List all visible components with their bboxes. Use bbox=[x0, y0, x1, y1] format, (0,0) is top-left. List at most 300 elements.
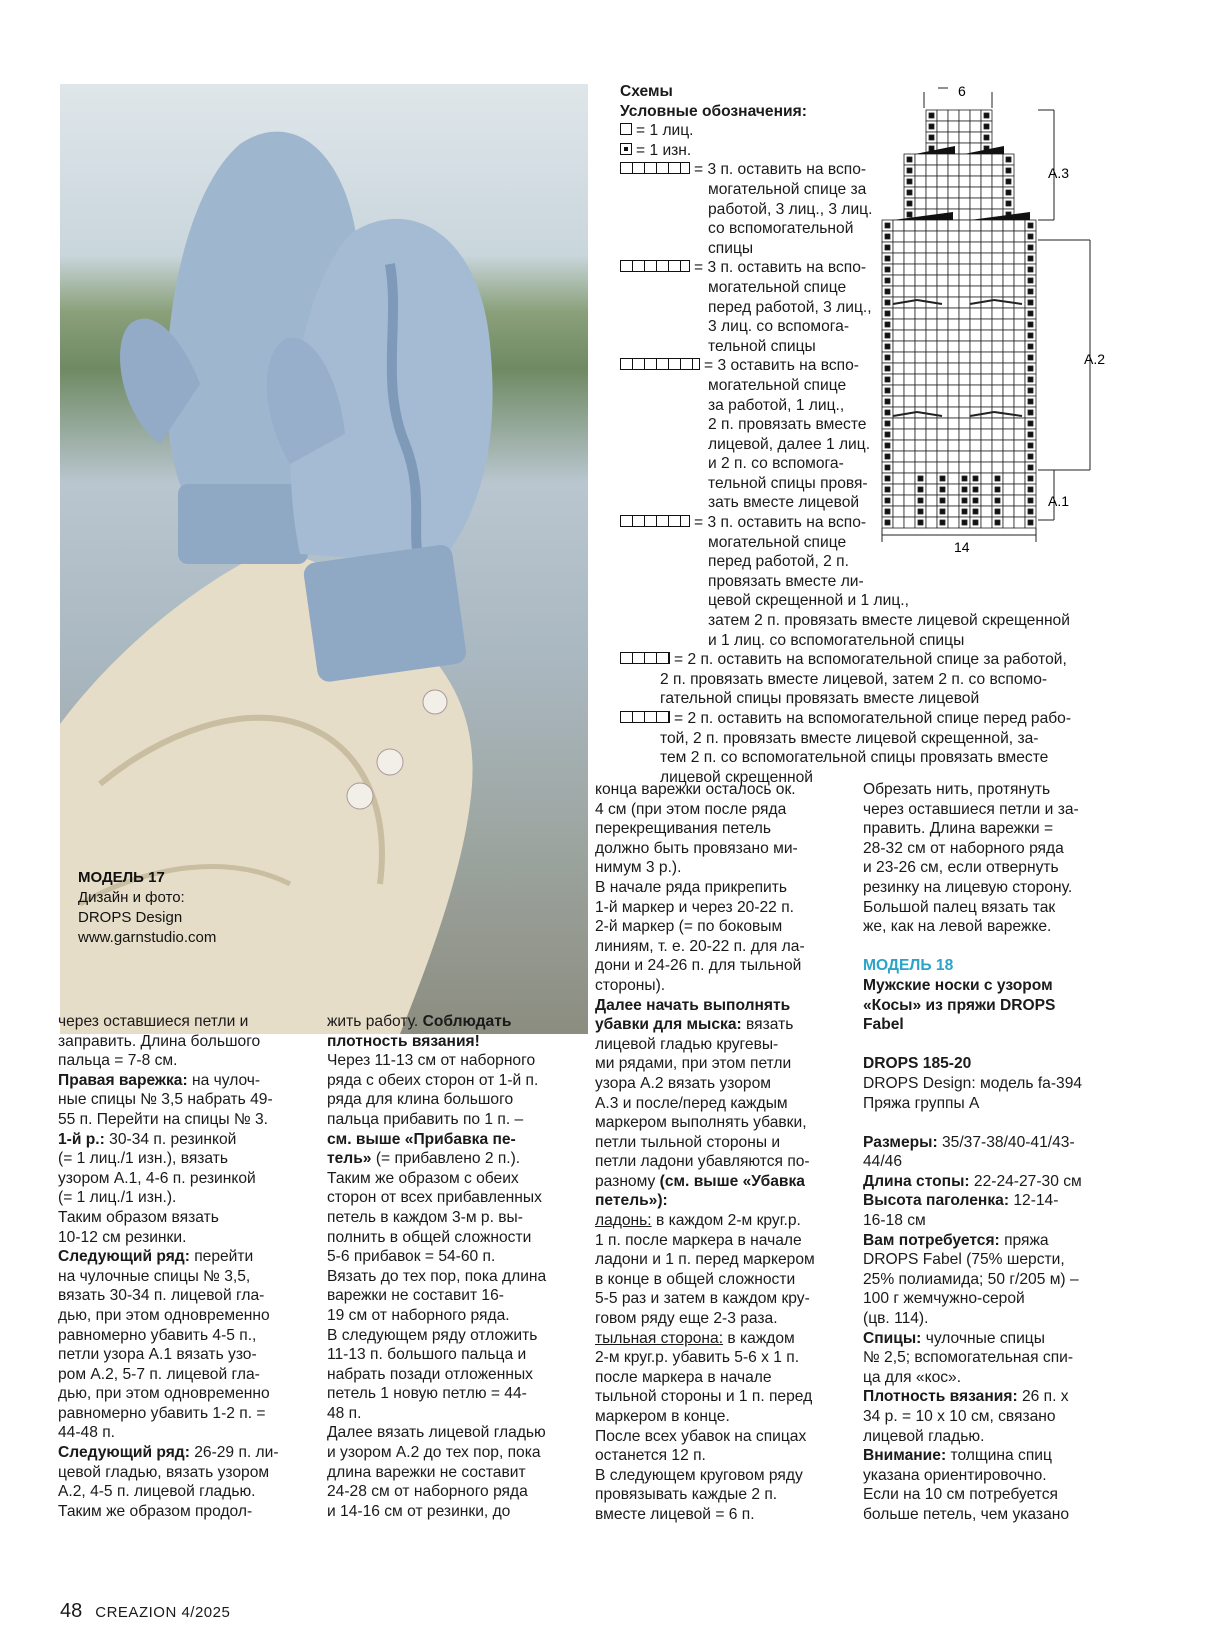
chart-cell bbox=[992, 187, 1003, 198]
text-run: В следующем круговом ряду bbox=[595, 1466, 803, 1484]
chart-cell bbox=[992, 341, 1003, 352]
text-line bbox=[58, 1365, 298, 1385]
text-run: № 2,5; вспомогательная спи- bbox=[863, 1349, 1074, 1367]
chart-purl-dot bbox=[1006, 190, 1011, 195]
text-line bbox=[595, 1387, 845, 1407]
chart-purl-dot bbox=[973, 476, 978, 481]
legend-text: = 1 изн. bbox=[636, 141, 692, 159]
chart-label-a3: A.3 bbox=[1048, 165, 1070, 181]
text-run: вязать bbox=[741, 1016, 794, 1034]
chart-cell bbox=[992, 396, 1003, 407]
chart-cell bbox=[915, 275, 926, 286]
text-line bbox=[863, 1191, 1113, 1211]
chart-cell bbox=[904, 484, 915, 495]
legend-text: = 3 п. оставить на вспо- bbox=[694, 514, 867, 532]
text-run: вместе лицевой = 6 п. bbox=[595, 1505, 755, 1523]
chart-cell bbox=[981, 363, 992, 374]
legend-text: затем 2 п. провязать вместе лицевой скрещенной bbox=[708, 612, 1070, 630]
chart-purl-dot bbox=[995, 520, 1000, 525]
chart-cell bbox=[1003, 517, 1014, 528]
text-run: пальца = 7-8 см. bbox=[58, 1052, 178, 1070]
chart-purl-dot bbox=[929, 124, 934, 129]
chart-cell bbox=[981, 264, 992, 275]
text-run: А.3 и после/перед каждым bbox=[595, 1094, 788, 1112]
chart-cell bbox=[904, 253, 915, 264]
chart-cell bbox=[981, 484, 992, 495]
chart-cell bbox=[1014, 231, 1025, 242]
chart-cell bbox=[981, 429, 992, 440]
text-column-1 bbox=[58, 1012, 298, 1521]
text-run: и узором А.2 до тех пор, пока bbox=[327, 1444, 541, 1462]
text-run: после маркера в начале bbox=[595, 1368, 772, 1386]
chart-cell bbox=[981, 495, 992, 506]
text-run: DROPS Fabel (75% шерсти, bbox=[863, 1251, 1065, 1269]
chart-cell bbox=[926, 374, 937, 385]
text-run: разному bbox=[595, 1172, 660, 1190]
text-line bbox=[58, 1247, 298, 1267]
chart-cell bbox=[970, 220, 981, 231]
photo-credit bbox=[78, 868, 216, 948]
chart-cell bbox=[981, 473, 992, 484]
text-run: же, как на левой варежке. bbox=[863, 918, 1052, 936]
chart-purl-dot bbox=[1028, 476, 1033, 481]
purl-symbol-icon bbox=[620, 143, 632, 155]
legend-text: и 1 лиц. со вспомогательной спицы bbox=[708, 631, 965, 649]
text-run: 26 п. х bbox=[1017, 1388, 1069, 1406]
text-line bbox=[595, 976, 845, 996]
chart-purl-dot bbox=[1028, 443, 1033, 448]
text-run: заправить. Длина большого bbox=[58, 1032, 261, 1050]
legend-text: могательной спице bbox=[708, 376, 847, 394]
text-line bbox=[863, 1466, 1113, 1486]
chart-cell bbox=[893, 330, 904, 341]
chart-purl-dot bbox=[929, 135, 934, 140]
chart-cell bbox=[1003, 330, 1014, 341]
chart-cell bbox=[981, 451, 992, 462]
chart-cell bbox=[893, 363, 904, 374]
chart-cell bbox=[970, 330, 981, 341]
chart-purl-dot bbox=[962, 476, 967, 481]
legend-title: Схемы bbox=[620, 83, 673, 100]
text-run: петель в каждом 3-м р. вы- bbox=[327, 1208, 523, 1226]
chart-purl-dot bbox=[1028, 256, 1033, 261]
chart-cell bbox=[937, 231, 948, 242]
legend-text: за работой, 1 лиц., bbox=[708, 396, 845, 414]
text-run: ряда с обеих сторон от 1-й п. bbox=[327, 1071, 539, 1089]
text-run: петель 1 новую петлю = 44- bbox=[327, 1385, 527, 1403]
text-run: тыльная сторона: bbox=[595, 1329, 724, 1347]
chart-purl-dot bbox=[885, 443, 890, 448]
chart-purl-dot bbox=[1006, 168, 1011, 173]
chart-cell bbox=[948, 286, 959, 297]
chart-cell bbox=[981, 231, 992, 242]
chart-cell bbox=[904, 506, 915, 517]
chart-cell bbox=[937, 176, 948, 187]
chart-cell bbox=[1003, 341, 1014, 352]
chart-cell bbox=[981, 308, 992, 319]
text-line bbox=[58, 1326, 298, 1346]
text-line bbox=[595, 1074, 845, 1094]
text-run: (цв. 114). bbox=[863, 1310, 929, 1328]
chart-purl-dot bbox=[918, 520, 923, 525]
chart-purl-dot bbox=[885, 333, 890, 338]
chart-purl-dot bbox=[995, 509, 1000, 514]
chart-cell bbox=[970, 385, 981, 396]
chart-purl-dot bbox=[940, 487, 945, 492]
chart-cell bbox=[1014, 462, 1025, 473]
chart-cell bbox=[959, 165, 970, 176]
chart-cell bbox=[1003, 319, 1014, 330]
chart-cell bbox=[959, 330, 970, 341]
chart-cell bbox=[948, 297, 959, 308]
paragraph-gap bbox=[863, 937, 1113, 957]
text-run: дью, при этом одновременно bbox=[58, 1306, 270, 1324]
chart-purl-dot bbox=[1028, 267, 1033, 272]
text-run: дью, при этом одновременно bbox=[58, 1385, 270, 1403]
chart-purl-dot bbox=[907, 157, 912, 162]
chart-cell bbox=[970, 176, 981, 187]
text-line bbox=[863, 1133, 1113, 1153]
text-line bbox=[327, 1188, 567, 1208]
chart-cell bbox=[937, 264, 948, 275]
chart-cell bbox=[992, 363, 1003, 374]
text-line bbox=[863, 956, 1113, 976]
chart-purl-dot bbox=[929, 113, 934, 118]
chart-cell bbox=[915, 451, 926, 462]
text-line bbox=[595, 1368, 845, 1388]
chart-cell bbox=[970, 231, 981, 242]
chart-purl-dot bbox=[885, 476, 890, 481]
chart-cell bbox=[970, 110, 981, 121]
text-run: на чулочные спицы № 3,5, bbox=[58, 1267, 251, 1285]
text-run: 24-28 см от наборного ряда bbox=[327, 1483, 528, 1501]
chart-cell bbox=[948, 110, 959, 121]
chart-purl-dot bbox=[940, 520, 945, 525]
chart-cell bbox=[1014, 396, 1025, 407]
chart-purl-dot bbox=[962, 498, 967, 503]
chart-cell bbox=[915, 176, 926, 187]
chart-cell bbox=[959, 297, 970, 308]
text-line bbox=[863, 898, 1113, 918]
chart-cell bbox=[926, 341, 937, 352]
chart-cell bbox=[981, 275, 992, 286]
text-line bbox=[863, 1250, 1113, 1270]
text-line bbox=[595, 1289, 845, 1309]
chart-purl-dot bbox=[1028, 410, 1033, 415]
chart-cell bbox=[992, 286, 1003, 297]
chart-cell bbox=[1014, 363, 1025, 374]
chart-cell bbox=[992, 462, 1003, 473]
chart-cell bbox=[1003, 429, 1014, 440]
chart-cell bbox=[948, 462, 959, 473]
chart-cell bbox=[1003, 242, 1014, 253]
chart-purl-dot bbox=[1028, 377, 1033, 382]
chart-purl-dot bbox=[1028, 311, 1033, 316]
text-line bbox=[58, 1110, 298, 1130]
legend-text: цевой скрещенной и 1 лиц., bbox=[708, 592, 909, 610]
chart-cell bbox=[893, 517, 904, 528]
text-run: (= 1 лиц./1 изн.). bbox=[58, 1189, 177, 1207]
chart-cell bbox=[948, 407, 959, 418]
chart-cell bbox=[959, 154, 970, 165]
chart-cell bbox=[1003, 308, 1014, 319]
chart-cell bbox=[970, 451, 981, 462]
chart-purl-dot bbox=[885, 377, 890, 382]
chart-cell bbox=[970, 132, 981, 143]
text-run: останется 12 п. bbox=[595, 1447, 706, 1465]
chart-purl-dot bbox=[1028, 421, 1033, 426]
legend-text: провязать вместе ли- bbox=[708, 572, 864, 590]
text-line bbox=[58, 1502, 298, 1522]
chart-cell bbox=[915, 352, 926, 363]
chart-cell bbox=[904, 385, 915, 396]
chart-cell bbox=[893, 308, 904, 319]
page-footer bbox=[60, 1600, 230, 1623]
text-run: 55 п. Перейти на спицы № 3. bbox=[58, 1110, 269, 1128]
chart-cell bbox=[1003, 418, 1014, 429]
chart-purl-dot bbox=[907, 190, 912, 195]
chart-purl-dot bbox=[1028, 366, 1033, 371]
bold-run: 1-й р.: bbox=[58, 1130, 105, 1148]
chart-purl-dot bbox=[918, 498, 923, 503]
chart-cell bbox=[904, 286, 915, 297]
chart-cell bbox=[992, 220, 1003, 231]
chart-cell bbox=[1014, 330, 1025, 341]
text-line bbox=[595, 1191, 845, 1211]
legend-subtitle: Условные обозначения: bbox=[620, 102, 807, 120]
chart-cell bbox=[915, 308, 926, 319]
chart-cell bbox=[948, 440, 959, 451]
chart-purl-dot bbox=[962, 520, 967, 525]
text-line bbox=[863, 1094, 1113, 1114]
chart-cell bbox=[926, 220, 937, 231]
chart-cell bbox=[926, 451, 937, 462]
chart-purl-dot bbox=[885, 399, 890, 404]
text-line bbox=[595, 1172, 845, 1192]
chart-cell bbox=[926, 506, 937, 517]
text-line bbox=[595, 1309, 845, 1329]
text-run: 35/37-38/40-41/43- bbox=[937, 1133, 1075, 1151]
text-line bbox=[863, 1172, 1113, 1192]
chart-cell bbox=[948, 429, 959, 440]
chart-cell bbox=[992, 319, 1003, 330]
text-run: 1-й маркер и через 20-22 п. bbox=[595, 898, 794, 916]
text-line bbox=[863, 1387, 1113, 1407]
chart-cell bbox=[915, 165, 926, 176]
chart-cell bbox=[926, 253, 937, 264]
chart-cell bbox=[992, 418, 1003, 429]
chart-cell bbox=[959, 363, 970, 374]
cable-symbol-icon bbox=[620, 358, 700, 370]
chart-grid bbox=[882, 88, 1090, 542]
chart-cell bbox=[959, 242, 970, 253]
chart-cell bbox=[915, 297, 926, 308]
text-run: узора А.2 вязать узором bbox=[595, 1074, 772, 1092]
chart-cell bbox=[893, 264, 904, 275]
chart-cell bbox=[915, 231, 926, 242]
chart-cell bbox=[992, 264, 1003, 275]
legend-line bbox=[620, 572, 1120, 592]
chart-cell bbox=[981, 154, 992, 165]
chart-cell bbox=[970, 286, 981, 297]
text-run: В следующем ряду отложить bbox=[327, 1326, 538, 1344]
text-run: длина варежки не составит bbox=[327, 1463, 526, 1481]
chart-cell bbox=[1003, 462, 1014, 473]
chart-cell bbox=[970, 418, 981, 429]
text-line bbox=[327, 1463, 567, 1483]
chart-cell bbox=[926, 440, 937, 451]
text-run: петли ладони убавляются по- bbox=[595, 1153, 810, 1171]
text-line bbox=[595, 839, 845, 859]
text-run: сторон от всех прибавленных bbox=[327, 1189, 542, 1207]
bold-run: см. выше «Прибавка пе- bbox=[327, 1130, 516, 1148]
credit-line1: Дизайн и фото: bbox=[78, 889, 185, 906]
legend-line bbox=[620, 611, 1120, 631]
bold-run: Следующий ряд: bbox=[58, 1248, 190, 1266]
chart-cell bbox=[959, 275, 970, 286]
chart-cell bbox=[915, 363, 926, 374]
text-run: указана ориентировочно. bbox=[863, 1466, 1047, 1484]
chart-cell bbox=[948, 506, 959, 517]
text-run: 2-м круг.р. убавить 5-6 х 1 п. bbox=[595, 1349, 800, 1367]
chart-cell bbox=[926, 330, 937, 341]
text-run: в каждом bbox=[723, 1329, 795, 1347]
chart-purl-dot bbox=[1028, 223, 1033, 228]
text-line bbox=[595, 1348, 845, 1368]
text-run: маркером в конце. bbox=[595, 1408, 730, 1425]
bold-run: Соблюдать bbox=[422, 1013, 512, 1030]
text-line bbox=[58, 1071, 298, 1091]
chart-purl-dot bbox=[962, 509, 967, 514]
text-line bbox=[595, 917, 845, 937]
chart-purl-dot bbox=[1028, 278, 1033, 283]
magazine-name: CREAZION 4/2025 bbox=[95, 1604, 231, 1621]
chart-cell bbox=[926, 308, 937, 319]
text-line bbox=[595, 937, 845, 957]
chart-cell bbox=[948, 374, 959, 385]
text-run: равномерно убавить 1-2 п. = bbox=[58, 1404, 266, 1422]
text-line bbox=[327, 1032, 567, 1052]
text-run: ми рядами, при этом петли bbox=[595, 1055, 792, 1073]
text-run: 100 г жемчужно-серой bbox=[863, 1290, 1025, 1308]
legend-text: спицы bbox=[708, 239, 754, 257]
legend-text: 3 лиц. со вспомога- bbox=[708, 318, 850, 336]
chart-cell bbox=[959, 374, 970, 385]
text-run: Таким образом вязать bbox=[58, 1208, 219, 1226]
text-line bbox=[327, 1384, 567, 1404]
chart-cell bbox=[937, 462, 948, 473]
text-line bbox=[58, 1149, 298, 1169]
text-line bbox=[58, 1188, 298, 1208]
text-run: равномерно убавить 4-5 п., bbox=[58, 1326, 257, 1344]
chart-cell bbox=[981, 242, 992, 253]
chart-cell bbox=[893, 231, 904, 242]
chart-cell bbox=[970, 308, 981, 319]
chart-cell bbox=[904, 242, 915, 253]
text-run: на чулоч- bbox=[187, 1071, 261, 1089]
chart-cell bbox=[915, 396, 926, 407]
text-line bbox=[595, 1505, 845, 1525]
chart-cell bbox=[937, 242, 948, 253]
text-run: толщина спиц bbox=[946, 1447, 1052, 1465]
bold-run: Далее начать выполнять bbox=[595, 996, 791, 1014]
chart-cell bbox=[1014, 506, 1025, 517]
chart-cell bbox=[1014, 220, 1025, 231]
chart-cell bbox=[915, 440, 926, 451]
text-line bbox=[595, 1446, 845, 1466]
text-line bbox=[863, 1015, 1113, 1035]
chart-cell bbox=[926, 275, 937, 286]
text-line bbox=[863, 1427, 1113, 1447]
text-run: ряда для клина большого bbox=[327, 1091, 514, 1109]
text-line bbox=[863, 819, 1113, 839]
text-column-4 bbox=[863, 780, 1113, 1525]
chart-cell bbox=[926, 495, 937, 506]
chart-cell bbox=[959, 187, 970, 198]
text-run: лицевой гладью кругевы- bbox=[595, 1035, 779, 1053]
text-run: через оставшиеся петли и за- bbox=[863, 800, 1079, 818]
chart-purl-dot bbox=[995, 476, 1000, 481]
chart-label-a2: A.2 bbox=[1084, 351, 1106, 367]
text-line bbox=[863, 996, 1113, 1016]
chart-cell bbox=[904, 495, 915, 506]
text-run: Обрезать нить, протянуть bbox=[863, 781, 1051, 798]
text-run: линиям, т. е. 20-22 п. для ла- bbox=[595, 937, 805, 955]
chart-cell bbox=[970, 275, 981, 286]
chart-cell bbox=[992, 385, 1003, 396]
chart-purl-dot bbox=[885, 454, 890, 459]
cable-symbol-icon bbox=[620, 711, 670, 723]
text-line bbox=[327, 1149, 567, 1169]
chart-cell bbox=[959, 176, 970, 187]
text-run: (= 1 лиц./1 изн.), вязать bbox=[58, 1150, 229, 1168]
text-line bbox=[327, 1326, 567, 1346]
chart-cell bbox=[970, 429, 981, 440]
chart-purl-dot bbox=[885, 410, 890, 415]
chart-cell bbox=[981, 462, 992, 473]
text-run: А.2, 4-5 п. лицевой гладью. bbox=[58, 1483, 256, 1501]
text-run: узором А.1, 4-6 п. резинкой bbox=[58, 1169, 256, 1187]
chart-cell bbox=[948, 242, 959, 253]
text-run: и 23-26 см, если отвернуть bbox=[863, 859, 1059, 877]
chart-cell bbox=[959, 220, 970, 231]
text-line bbox=[595, 780, 845, 800]
text-line bbox=[327, 1012, 567, 1032]
chart-cell bbox=[915, 264, 926, 275]
chart-cell bbox=[1003, 506, 1014, 517]
chart-cell bbox=[893, 220, 904, 231]
chart-purl-dot bbox=[973, 509, 978, 514]
chart-cell bbox=[981, 352, 992, 363]
bold-run: плотность вязания! bbox=[327, 1032, 480, 1050]
text-line bbox=[327, 1345, 567, 1365]
text-run: варежки не составит 16- bbox=[327, 1287, 504, 1305]
chart-cell bbox=[959, 209, 970, 220]
legend-text: = 3 оставить на вспо- bbox=[704, 357, 859, 375]
chart-cell bbox=[959, 418, 970, 429]
chart-cell bbox=[893, 341, 904, 352]
chart-cell bbox=[981, 286, 992, 297]
cable-symbol-icon bbox=[620, 260, 690, 272]
chart-purl-dot bbox=[1028, 289, 1033, 294]
chart-cell bbox=[1003, 286, 1014, 297]
text-line bbox=[863, 800, 1113, 820]
chart-cell bbox=[1003, 374, 1014, 385]
chart-purl-dot bbox=[962, 487, 967, 492]
chart-cell bbox=[1014, 385, 1025, 396]
legend-text: тельной спицы bbox=[708, 337, 816, 355]
text-run: Таким же образом продол- bbox=[58, 1502, 253, 1520]
